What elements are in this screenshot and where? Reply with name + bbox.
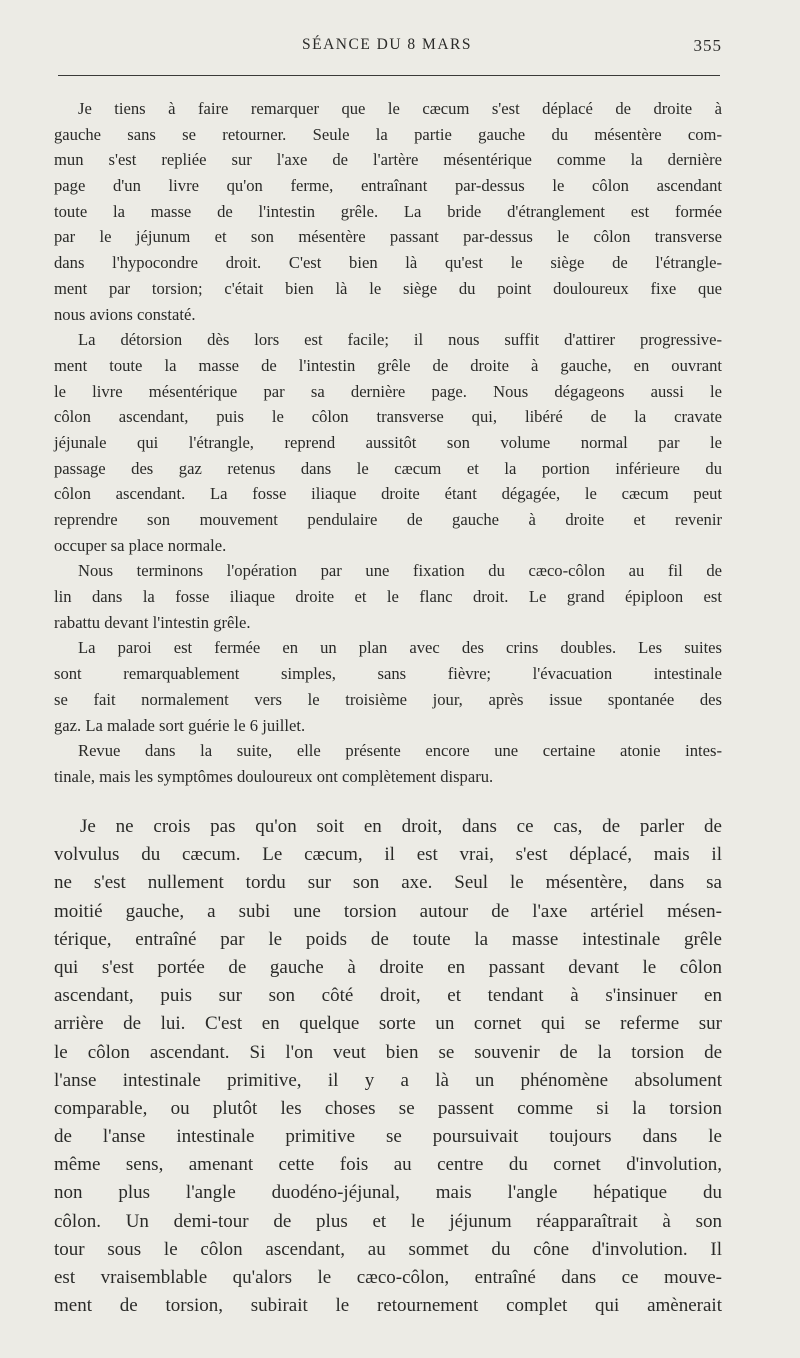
- text-line: La détorsion dès lors est facile; il nous suffit d'attirer progressive-: [78, 330, 722, 350]
- text-line: jéjunale qui l'étrangle, reprend aussitôt son volume normal par le: [54, 432, 722, 452]
- text-line: toute la masse de l'intestin grêle. La bride d'étranglement est formée: [54, 201, 722, 221]
- text-line: nous avions constaté.: [54, 304, 196, 324]
- text-line: arrière de lui. C'est en quelque sorte un cornet qui se referme sur: [54, 1013, 722, 1035]
- text-line: l'anse intestinale primitive, il y a là un phénomène absolument: [54, 1069, 722, 1091]
- text-line: tour sous le côlon ascendant, au sommet du cône d'involution. Il: [54, 1238, 722, 1260]
- text-line: est vraisemblable qu'alors le cæco-côlon, entraîné dans ce mouve-: [54, 1267, 722, 1288]
- text-line: qui s'est portée de gauche à droite en passant devant le côlon: [54, 956, 722, 978]
- text-line: ascendant, puis sur son côté droit, et tendant à s'insinuer en: [54, 985, 722, 1007]
- page-number: 355: [693, 36, 722, 55]
- text-line: ment par torsion; c'était bien là le siège du point douloureux fixe que: [54, 278, 722, 298]
- text-line: ne s'est nullement tordu sur son axe. Seul le mésentère, dans sa: [54, 872, 722, 894]
- text-line: même sens, amenant cette fois au centre du cornet d'involution,: [54, 1154, 722, 1176]
- header-rule: [58, 75, 720, 76]
- running-title: SÉANCE DU 8 MARS: [302, 36, 472, 53]
- text-line: le côlon ascendant. Si l'on veut bien se souvenir de la torsion de: [54, 1041, 722, 1063]
- text-line: dans l'hypocondre droit. C'est bien là qu'est le siège de l'étrangle-: [54, 253, 722, 273]
- text-line: côlon ascendant. La fosse iliaque droite étant dégagée, le cæcum peut: [54, 484, 722, 504]
- text-line: Nous terminons l'opération par une fixation du cæco-côlon au fil de: [78, 561, 722, 581]
- text-line: Je ne crois pas qu'on soit en droit, dans ce cas, de parler de: [80, 816, 722, 837]
- text-line: tinale, mais les symptômes douloureux ont complètement disparu.: [54, 766, 494, 786]
- text-line: moitié gauche, a subi une torsion autour de l'axe artériel mésen-: [54, 900, 722, 922]
- main-text-section: [54, 813, 722, 1320]
- text-line: sont remarquablement simples, sans fièvre; l'évacuation intestinale: [54, 664, 722, 684]
- text-line: le livre mésentérique par sa dernière page. Nous dégageons aussi le: [54, 381, 722, 401]
- text-line: gaz. La malade sort guérie le 6 juillet.: [54, 715, 306, 735]
- text-line: passage des gaz retenus dans le cæcum et la portion inférieure du: [54, 458, 722, 478]
- text-line: par le jéjunum et son mésentère passant par-dessus le côlon transverse: [54, 227, 722, 247]
- text-line: Je tiens à faire remarquer que le cæcum s'est déplacé de droite à: [78, 99, 722, 118]
- text-line: ment toute la masse de l'intestin grêle de droite à gauche, en ouvrant: [54, 355, 722, 375]
- text-line: côlon. Un demi-tour de plus et le jéjunum réapparaîtrait à son: [54, 1210, 722, 1232]
- text-line: térique, entraîné par le poids de toute la masse intestinale grêle: [54, 928, 722, 950]
- text-line: page d'un livre qu'on ferme, entraînant par-dessus le côlon ascendant: [54, 176, 722, 196]
- text-line: gauche sans se retourner. Seule la partie gauche du mésentère com-: [54, 124, 722, 144]
- text-line: occuper sa place normale.: [54, 535, 227, 555]
- text-line: Revue dans la suite, elle présente encore une certaine atonie intes-: [78, 741, 722, 761]
- text-line: lin dans la fosse iliaque droite et le flanc droit. Le grand épiploon est: [54, 587, 722, 607]
- text-line: côlon ascendant, puis le côlon transverse qui, libéré de la cravate: [54, 407, 722, 427]
- text-line: de l'anse intestinale primitive se poursuivait toujours dans le: [54, 1126, 722, 1148]
- text-line: mun s'est repliée sur l'axe de l'artère mésentérique comme la dernière: [54, 150, 722, 170]
- text-line: ment de torsion, subirait le retournement complet qui amènerait: [54, 1295, 722, 1317]
- text-line: rabattu devant l'intestin grêle.: [54, 612, 251, 632]
- text-line: La paroi est fermée en un plan avec des crins doubles. Les suites: [78, 638, 722, 658]
- text-line: non plus l'angle duodéno-jéjunal, mais l'angle hépatique du: [54, 1182, 722, 1204]
- running-head: [52, 36, 722, 60]
- small-print-section: [54, 96, 722, 790]
- text-line: se fait normalement vers le troisième jour, après issue spontanée des: [54, 689, 722, 709]
- text-line: reprendre son mouvement pendulaire de gauche à droite et revenir: [54, 510, 722, 529]
- text-line: volvulus du cæcum. Le cæcum, il est vrai, s'est déplacé, mais il: [54, 844, 722, 866]
- text-line: comparable, ou plutôt les choses se passent comme si la torsion: [54, 1097, 722, 1119]
